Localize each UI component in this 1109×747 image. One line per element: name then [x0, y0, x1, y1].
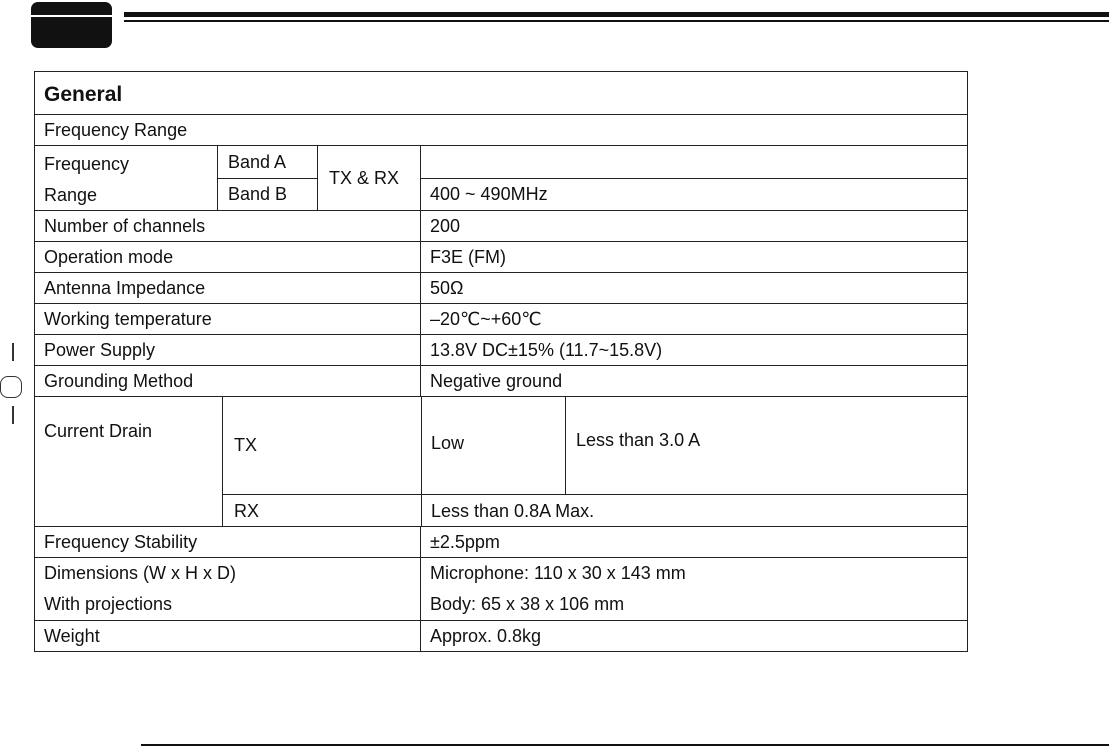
row-label: Weight — [44, 625, 100, 646]
side-marker-oval — [0, 376, 22, 398]
side-marker-bottom — [12, 406, 14, 424]
spec-table — [34, 71, 968, 652]
band-label — [35, 146, 217, 210]
dimensions-value-line2: Body: 65 x 38 x 106 mm — [430, 594, 625, 614]
row-label: Working temperature — [44, 308, 212, 329]
frequency-range-row — [35, 114, 967, 145]
band-b-value: 400 ~ 490MHz — [421, 178, 967, 210]
row-label: Frequency Stability — [44, 531, 198, 552]
current-drain-block — [35, 396, 967, 526]
frequency-band-block — [35, 145, 967, 210]
row-value: F3E (FM) — [420, 242, 967, 272]
dimensions-label-line2: With projections — [44, 594, 173, 614]
row-label: Antenna Impedance — [44, 277, 206, 298]
row-value: 50Ω — [420, 273, 967, 303]
drain-tx-value: Less than 3.0 A — [565, 397, 967, 494]
row-value: ±2.5ppm — [420, 527, 967, 557]
dimensions-value-line1: Microphone: 110 x 30 x 143 mm — [430, 563, 686, 583]
row-value: –20℃~+60℃ — [420, 304, 967, 334]
table-row — [35, 526, 967, 557]
row-label: Grounding Method — [44, 370, 194, 391]
band-label-line2: Range — [44, 185, 98, 205]
drain-rx-label: RX — [234, 500, 260, 521]
header-rule-thick — [124, 12, 1109, 17]
table-row — [35, 303, 967, 334]
row-label: Number of channels — [44, 215, 206, 236]
band-label-line1: Frequency — [44, 154, 130, 174]
row-value: 13.8V DC±15% (11.7~15.8V) — [420, 335, 967, 365]
band-values — [420, 146, 967, 210]
frequency-range-heading: Frequency Range — [44, 119, 188, 140]
drain-tx-label: TX — [234, 435, 258, 455]
row-value: Approx. 0.8kg — [420, 621, 967, 651]
table-row — [35, 210, 967, 241]
table-row — [35, 365, 967, 396]
drain-rx-row — [223, 494, 967, 527]
band-mode: TX & RX — [317, 146, 420, 210]
current-drain-label: Current Drain — [44, 421, 153, 441]
row-value: 200 — [420, 211, 967, 241]
band-b-label: Band B — [218, 178, 317, 210]
chapter-tab — [31, 2, 112, 48]
row-label: Operation mode — [44, 246, 174, 267]
dimensions-value — [420, 558, 967, 620]
table-header-row — [35, 72, 967, 114]
drain-rx-value: Less than 0.8A Max. — [421, 495, 967, 527]
current-drain-details — [222, 397, 967, 526]
dimensions-row — [35, 557, 967, 620]
table-row — [35, 272, 967, 303]
side-marker-top — [12, 343, 14, 361]
dimensions-label — [35, 558, 420, 620]
band-a-label: Band A — [228, 151, 287, 172]
drain-tx-row — [223, 397, 967, 494]
row-value: Negative ground — [420, 366, 967, 396]
band-a-value — [421, 146, 967, 178]
row-label: Power Supply — [44, 339, 156, 360]
table-row — [35, 620, 967, 651]
table-row — [35, 334, 967, 365]
header-rule-thin — [124, 20, 1109, 22]
drain-tx-level: Low — [421, 397, 565, 494]
footer-rule — [141, 744, 1109, 746]
band-names — [217, 146, 317, 210]
dimensions-label-line1: Dimensions (W x H x D) — [44, 563, 237, 583]
table-row — [35, 241, 967, 272]
table-title: General — [44, 83, 123, 106]
